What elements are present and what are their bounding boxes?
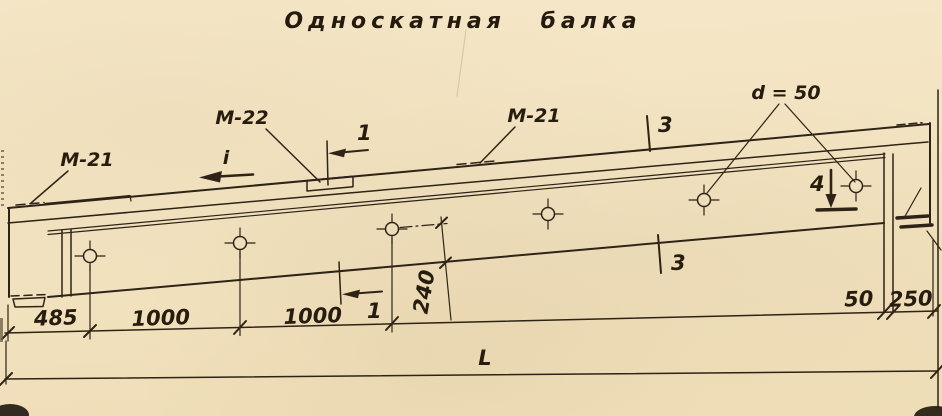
- slope-indicator: [199, 147, 253, 183]
- view-4-baseline: [817, 209, 856, 210]
- web-band-lower-line: [48, 158, 885, 235]
- mounting-hole-4: [533, 199, 563, 229]
- bottom-chord-line: [48, 223, 884, 297]
- section-1-top-label: 1: [357, 121, 372, 145]
- mounting-hole-6: [841, 171, 871, 201]
- section-1-top-line: [327, 141, 328, 185]
- right-bearing-leader-2: [927, 231, 941, 250]
- margin-micro-text: [1, 150, 4, 206]
- m22-label: М-22: [215, 107, 269, 129]
- section-1-bottom-arrow-head: [342, 290, 360, 299]
- hole-diameter-label: d = 50: [751, 82, 821, 104]
- dim-1000b-label: 1000: [283, 302, 343, 330]
- right-bearing-plate-bottom: [901, 225, 932, 227]
- slope-arrow-head: [199, 171, 222, 183]
- section-3-top-line: [647, 116, 650, 151]
- mark-callouts: [31, 105, 561, 203]
- offset-dim-label: 240: [408, 268, 440, 316]
- offset-dimension: [400, 217, 451, 320]
- slope-label: i: [222, 147, 230, 169]
- section-1-marks: [327, 121, 382, 323]
- overall-length-dimension: [0, 341, 942, 385]
- paper-crease: [457, 30, 466, 96]
- m21-left-leader: [31, 171, 68, 203]
- offset-dim-line: [441, 217, 451, 320]
- section-1-bottom-line: [339, 262, 341, 304]
- scan-artifacts: [0, 150, 942, 416]
- m21-middle-leader: [480, 127, 515, 163]
- length-dim-line: [5, 371, 938, 379]
- section-3-top-label: 3: [658, 113, 673, 137]
- left-support-hidden-line: [11, 295, 47, 297]
- section-1-top-arrow-head: [328, 149, 346, 158]
- right-bearing-leader-1: [904, 188, 921, 218]
- dim-485-label: 485: [33, 305, 79, 331]
- beam-outline: [8, 90, 941, 408]
- hole-diameter-leader-2: [785, 104, 855, 182]
- dim-1000a-label: 1000: [131, 304, 191, 332]
- section-3-bottom-label: 3: [671, 251, 686, 275]
- slope-arrow-shaft: [218, 175, 253, 177]
- section-3-marks: [647, 113, 686, 275]
- dim-50-label: 50: [843, 286, 874, 312]
- m21-left-label: М-21: [60, 149, 114, 171]
- section-3-bottom-line: [658, 235, 661, 273]
- length-label: L: [478, 346, 492, 370]
- right-bearing-plate-top: [897, 216, 928, 218]
- hole-diameter-leader-1: [707, 104, 779, 193]
- corner-shadow-left: [0, 404, 29, 416]
- left-edge-mark: [0, 318, 3, 342]
- corner-shadow-right: [914, 406, 942, 416]
- plate-m21-left-edge: [45, 196, 131, 204]
- top-chord-lower-line: [8, 142, 928, 223]
- dim-250-label: 250: [888, 286, 934, 312]
- view-4-arrow-head: [826, 194, 837, 208]
- section-1-bottom-label: 1: [367, 299, 382, 323]
- m22-leader: [266, 129, 320, 182]
- plate-m22: [307, 176, 353, 191]
- m21-middle-label: М-21: [507, 105, 561, 127]
- view-4-label: 4: [810, 172, 825, 196]
- mounting-hole-5: [689, 185, 719, 215]
- drawing-title: Односкатная балка: [284, 9, 642, 34]
